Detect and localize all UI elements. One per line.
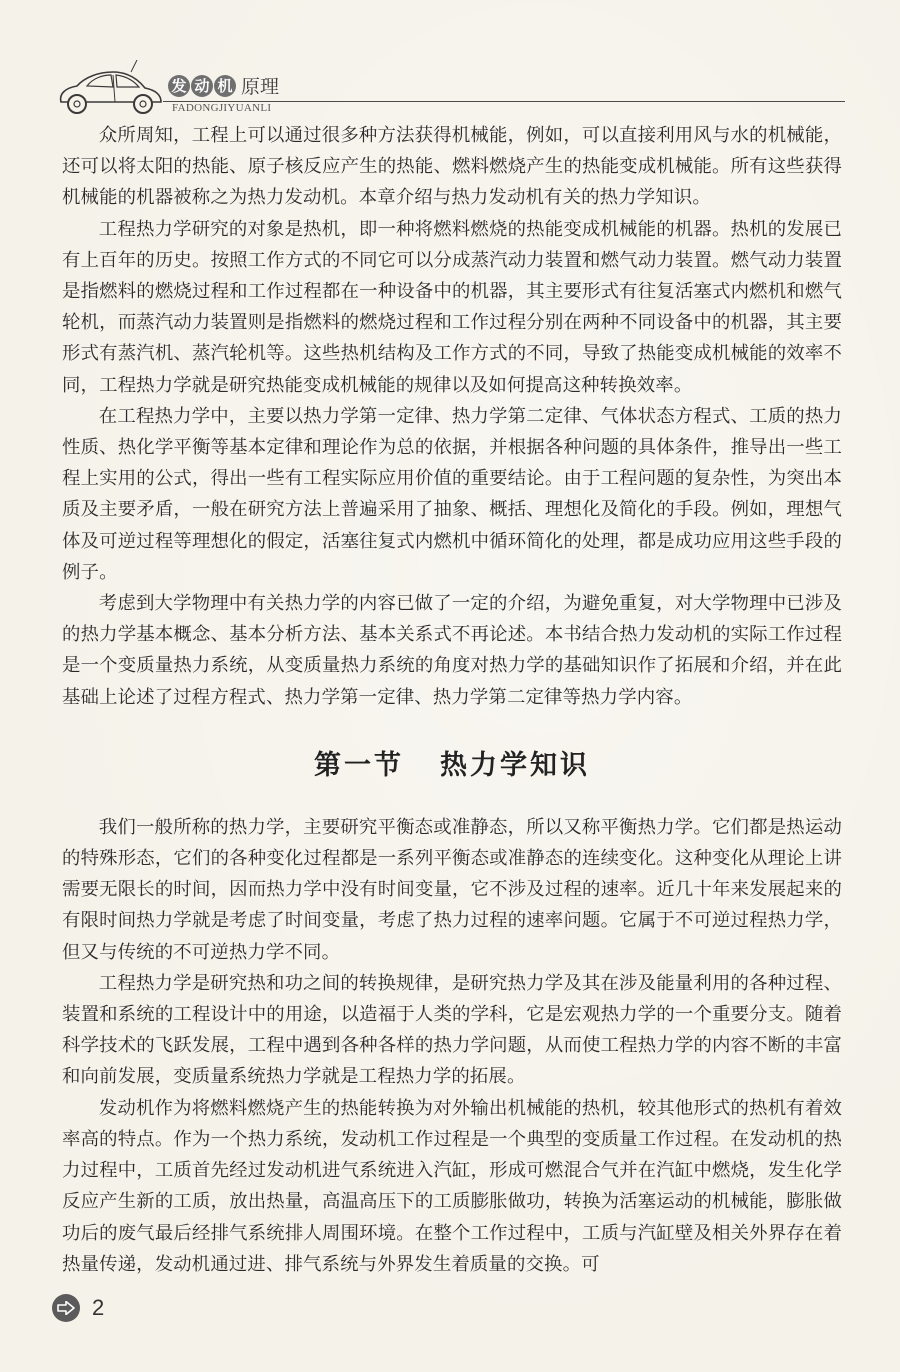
paragraph: 在工程热力学中，主要以热力学第一定律、热力学第二定律、气体状态方程式、工质的热力性质、热化学平衡等基本定律和理论作为总的依据，并根据各种问题的具体条件，推导出一些工程上实用的公式，得出一些有工程实际应用价值的重要结论。由于工程问题的复杂性，为突出本质及主要矛盾，一般在研究方法上普遍采用了抽象、概括、理想化及简化的手段。例如，理想气体及可逆过程等理想化的假定，活塞往复式内燃机中循环简化的处理，都是成功应用这些手段的例子。 [62, 405, 842, 583]
page-number: 2 [92, 1295, 105, 1320]
car-icon [55, 60, 167, 116]
paragraph: 众所周知，工程上可以通过很多种方法获得机械能，例如，可以直接利用风与水的机械能，还可以将太阳的热能、原子核反应产生的热能、燃料燃烧产生的热能变成机械能。所有这些获得机械能的机器被称之为热力发动机。本章介绍与热力发动机有关的热力学知识。 [62, 125, 842, 209]
page-body [62, 120, 842, 1280]
running-header [55, 60, 855, 116]
paragraph: 我们一般所称的热力学，主要研究平衡态或准静态，所以又称平衡热力学。它们都是热运动的特殊形态，它们的各种变化过程都是一系列平衡态或准静态的连续变化。这种变化从理论上讲需要无限长的时间，因而热力学中没有时间变量，它不涉及过程的速率。近几十年来发展起来的有限时间热力学就是考虑了时间变量，考虑了热力过程的速率问题。它属于不可逆过程热力学，但又与传统的不可逆热力学不同。 [62, 816, 842, 963]
brand-char: 机 [214, 75, 236, 97]
brand-char: 发 [168, 75, 190, 97]
page-footer [52, 1294, 104, 1322]
section-heading [62, 743, 842, 782]
paragraph: 发动机作为将燃料燃烧产生的热能转换为对外输出机械能的热机，较其他形式的热机有着效率高的特点。作为一个热力系统，发动机工作过程是一个典型的变质量工作过程。在发动机的热力过程中，工质首先经过发动机进气系统进入汽缸，形成可燃混合气并在汽缸中燃烧，发生化学反应产生新的工质，放出热量，高温高压下的工质膨胀做功，转换为活塞运动的机械能，膨胀做功后的废气最后经排气系统排人周围环境。在整个工作过程中，工质与汽缸壁及相关外界存在着热量传递，发动机通过进、排气系统与外界发生着质量的交换。可 [62, 1097, 842, 1275]
paragraph: 工程热力学研究的对象是热机，即一种将燃料燃烧的热能变成机械能的机器。热机的发展已有上百年的历史。按照工作方式的不同它可以分成蒸汽动力装置和燃气动力装置。燃气动力装置是指燃料的燃烧过程和工作过程都在一种设备中的机器，其主要形式有往复活塞式内燃机和燃气轮机，而蒸汽动力装置则是指燃料的燃烧过程和工作过程分别在两种不同设备中的机器，其主要形式有蒸汽机、蒸汽轮机等。这些热机结构及工作方式的不同，导致了热能变成机械能的效率不同，工程热力学就是研究热能变成机械能的规律以及如何提高这种转换效率。 [62, 218, 842, 396]
brand-char: 动 [191, 75, 213, 97]
paragraph: 考虑到大学物理中有关热力学的内容已做了一定的介绍，为避免重复，对大学物理中已涉及的热力学基本概念、基本分析方法、基本关系式不再论述。本书结合热力发动机的实际工作过程是一个变质量热力系统，从变质量热力系统的角度对热力学的基础知识作了拓展和介绍，并在此基础上论述了过程方程式、热力学第一定律、热力学第二定律等热力学内容。 [62, 593, 842, 708]
paragraph: 工程热力学是研究热和功之间的转换规律，是研究热力学及其在涉及能量利用的各种过程、装置和系统的工程设计中的用途，以造福于人类的学科，它是宏观热力学的一个重要分支。随着科学技术的飞跃发展，工程中遇到各种各样的热力学问题，从而使工程热力学的内容不断的丰富和向前发展，变质量系统热力学就是工程热力学的拓展。 [62, 972, 842, 1088]
arrow-right-icon [52, 1294, 80, 1322]
book-title-pinyin: FADONGJIYUANLI [172, 102, 272, 114]
brand-rest: 原理 [241, 76, 280, 98]
book-title [168, 72, 279, 99]
section-title: 热力学知识 [440, 749, 590, 781]
section-number: 第一节 [314, 749, 404, 781]
